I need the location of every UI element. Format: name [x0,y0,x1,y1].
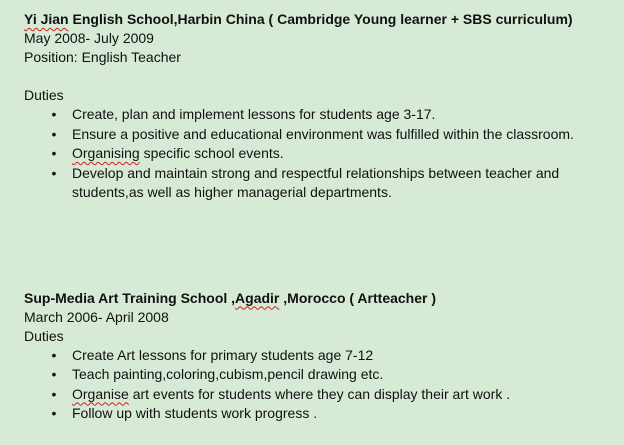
job-title [24,10,616,29]
spell-flag-word: Yi Jian [24,11,69,27]
duty-item [24,365,616,385]
spell-flag-word: Organise [72,385,129,402]
spell-flag-word: Agadir [235,289,280,306]
section-gap [24,203,616,289]
bullet-icon: • [51,385,57,402]
job-dates: May 2008- July 2009 [24,30,154,46]
bullet-icon: • [51,145,57,161]
job-position: Position: English Teacher [24,49,181,65]
job-title-rest: English School,Harbin China ( Cambridge Young learner + SBS curriculum) [68,11,573,27]
duties-heading: Duties [24,87,64,103]
duty-text: specific school events. [139,145,284,161]
duty-text: Develop and maintain strong and respectful relationships between teacher and students,as well as higher managerial departments. [72,164,560,200]
job-entry-sup-media [24,289,616,424]
job-title [24,289,616,308]
job-entry-yi-jian [24,10,616,203]
job-title-start: Sup-Media Art Training School , [24,289,236,306]
duty-item [24,346,616,366]
duty-text: Create Art lessons for primary students age 7-12 [72,346,374,363]
duty-item [24,125,616,145]
job-title-rest: ,Morocco ( Artteacher ) [279,289,437,306]
duties-list [24,105,616,203]
bullet-icon: • [51,106,57,122]
duty-text: Create, plan and implement lessons for students age 3-17. [72,106,436,122]
duty-text: art events for students where they can display their art work . [128,385,511,402]
duty-item [24,385,616,405]
duty-item [24,404,616,424]
bullet-icon: • [51,346,57,363]
duty-text: Teach painting,coloring,cubism,pencil drawing etc. [72,366,384,382]
duties-heading: Duties [24,327,64,344]
duties-list [24,346,616,424]
bullet-icon: • [51,366,57,382]
duty-text: Follow up with students work progress . [72,405,318,421]
bullet-icon: • [51,405,57,421]
duty-item [24,164,616,203]
job-dates: March 2006- April 2008 [24,308,169,325]
duty-item [24,105,616,125]
spell-flag-word: Organising [72,145,140,161]
duty-text: Ensure a positive and educational environment was fulfilled within the classroom. [72,125,574,142]
bullet-icon: • [51,125,57,142]
blank-line [24,67,616,86]
duty-item [24,144,616,164]
bullet-icon: • [51,164,57,181]
